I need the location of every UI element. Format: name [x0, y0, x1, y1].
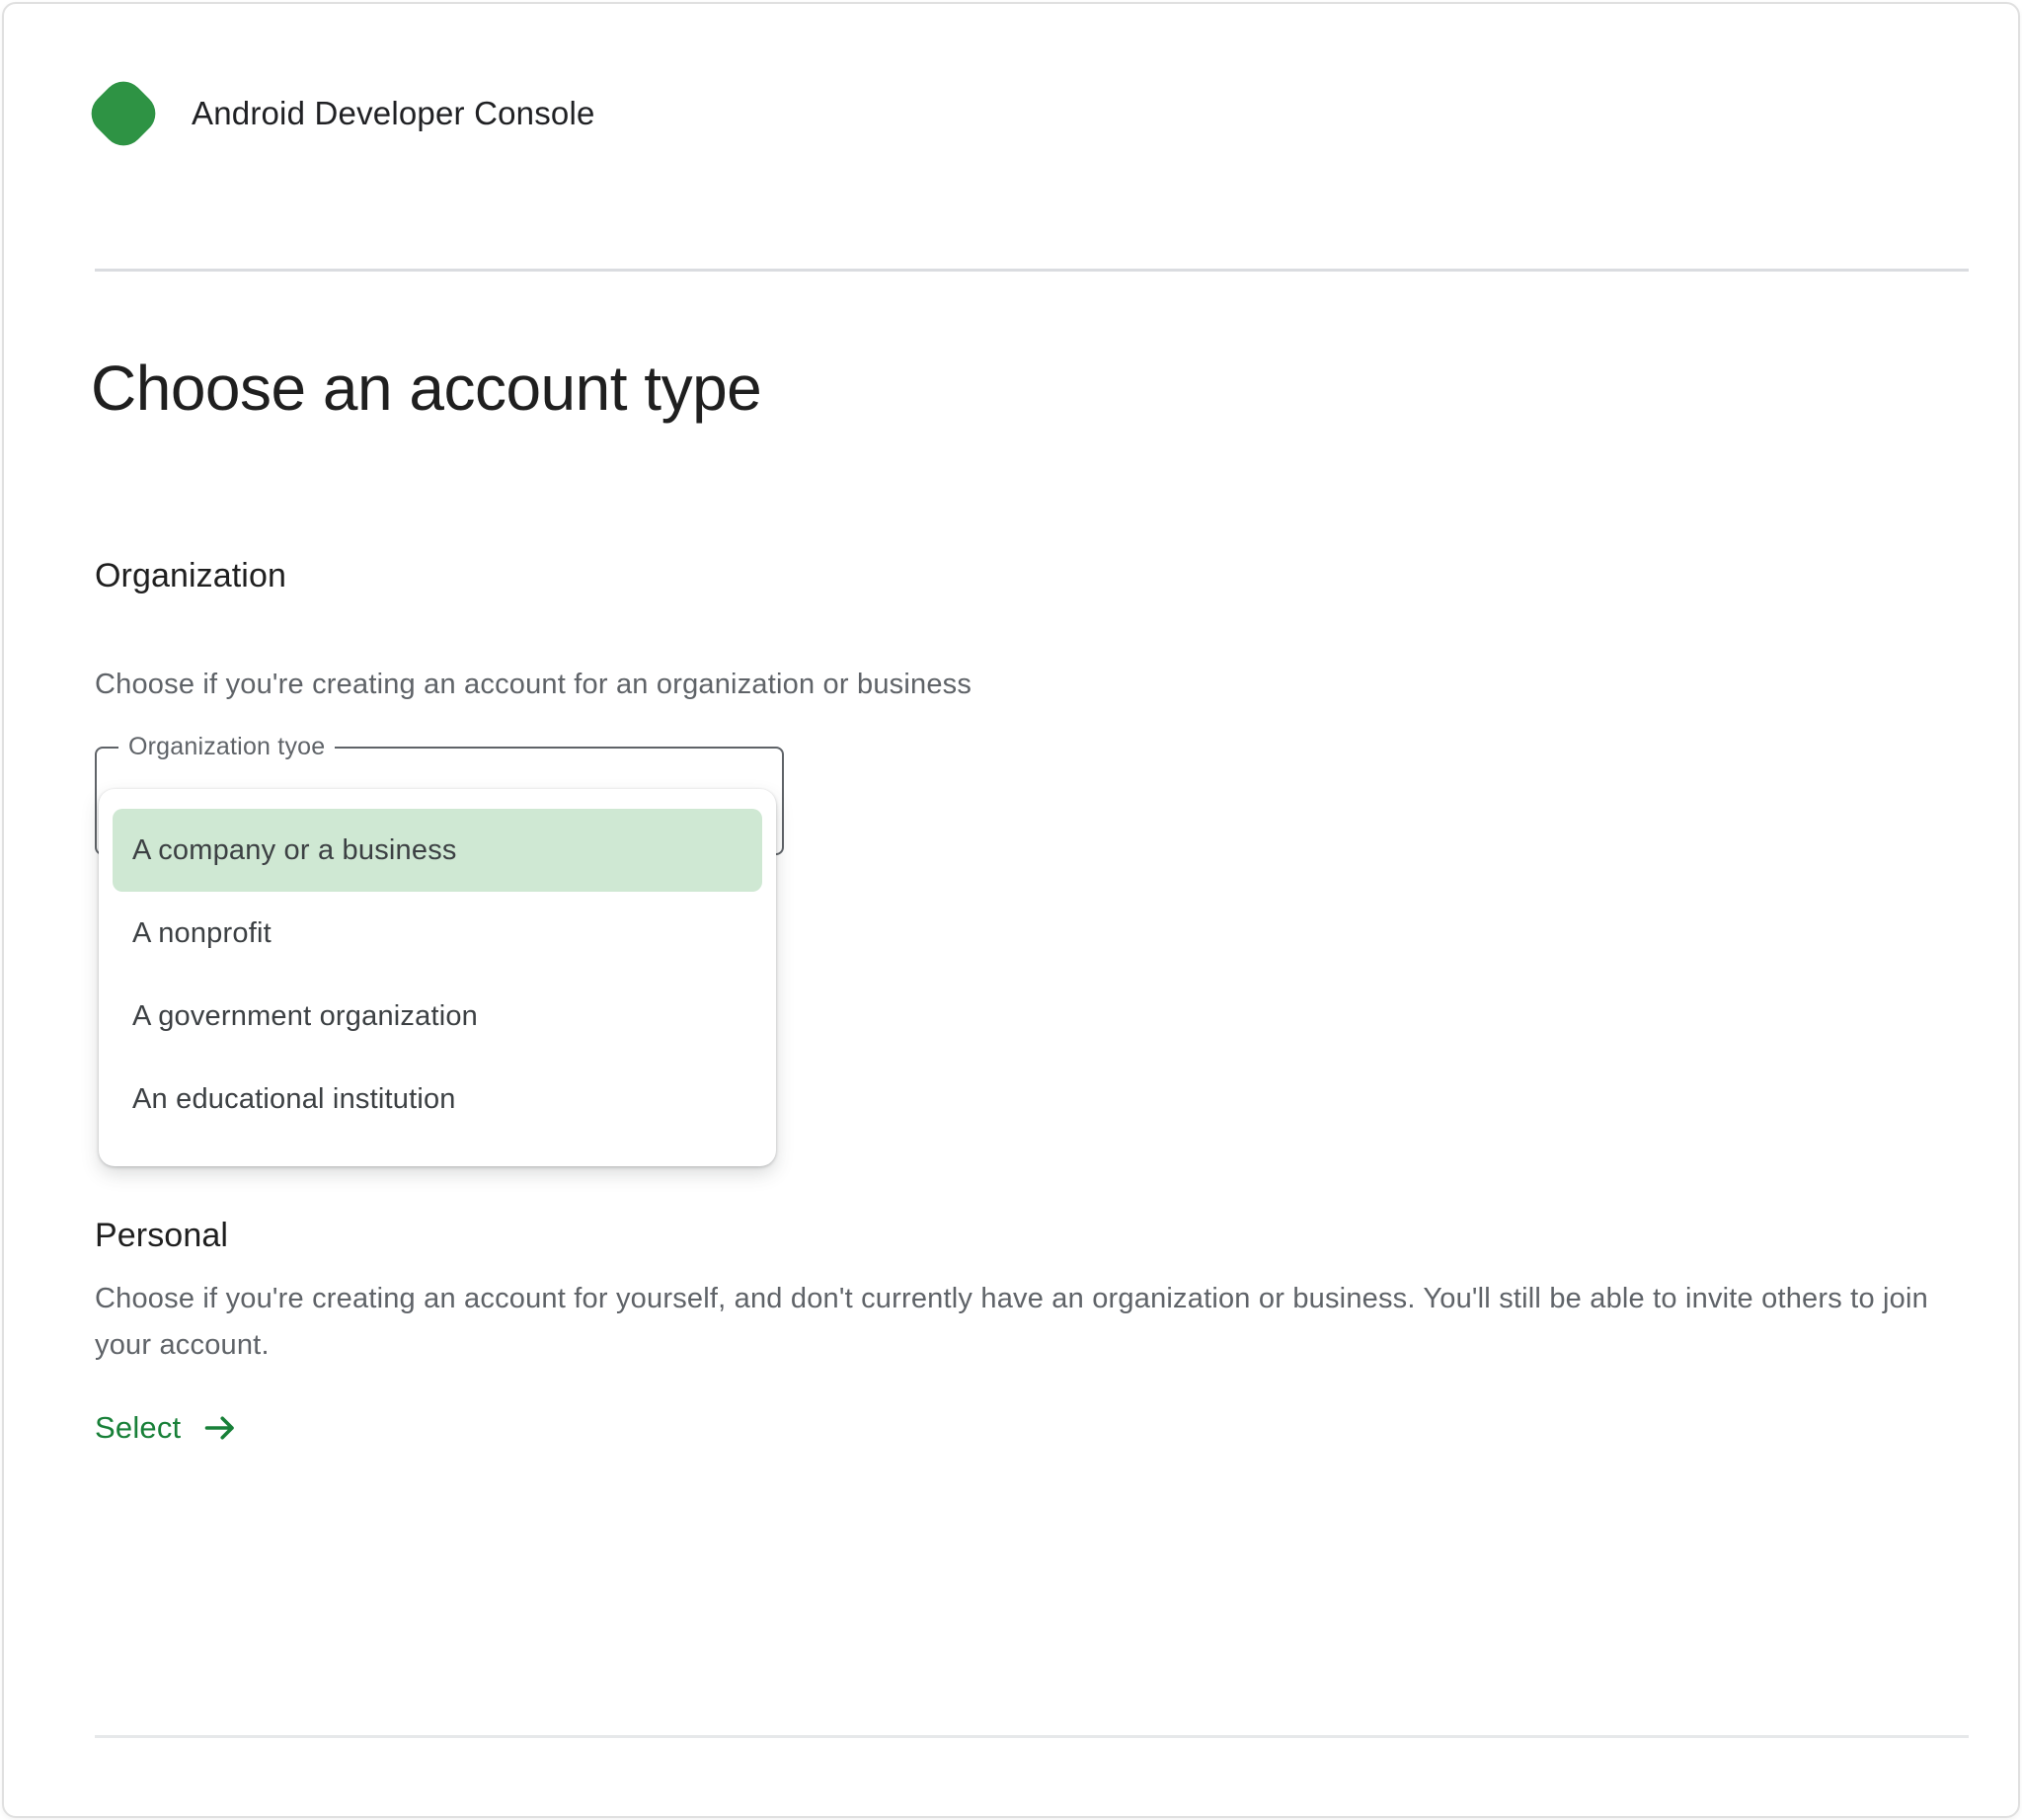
organization-heading: Organization — [95, 557, 286, 594]
personal-select-button[interactable] — [95, 1410, 238, 1446]
dropdown-option-nonprofit[interactable]: A nonprofit — [132, 916, 272, 949]
page-card — [2, 2, 2020, 1818]
organization-type-field-label: Organization tyoe — [118, 733, 335, 761]
dropdown-option-government[interactable]: A government organization — [132, 999, 478, 1032]
organization-description: Choose if you're creating an account for an organization or business — [95, 669, 972, 700]
android-developer-console-logo-icon — [83, 73, 164, 154]
arrow-right-icon — [202, 1413, 238, 1443]
personal-heading: Personal — [95, 1217, 228, 1254]
app-header — [95, 85, 595, 142]
personal-description: Choose if you're creating an account for yourself, and don't currently have an organization or business. You'll still be able to invite others to join your account. — [95, 1283, 1928, 1361]
dropdown-option-educational[interactable]: An educational institution — [132, 1082, 456, 1115]
header-divider — [95, 269, 1969, 272]
footer-divider — [95, 1735, 1969, 1738]
page-title: Choose an account type — [91, 353, 762, 424]
organization-type-dropdown-menu — [99, 789, 776, 1166]
select-label: Select — [95, 1410, 182, 1445]
dropdown-option-company[interactable]: A company or a business — [113, 809, 762, 892]
app-title: Android Developer Console — [192, 95, 595, 131]
